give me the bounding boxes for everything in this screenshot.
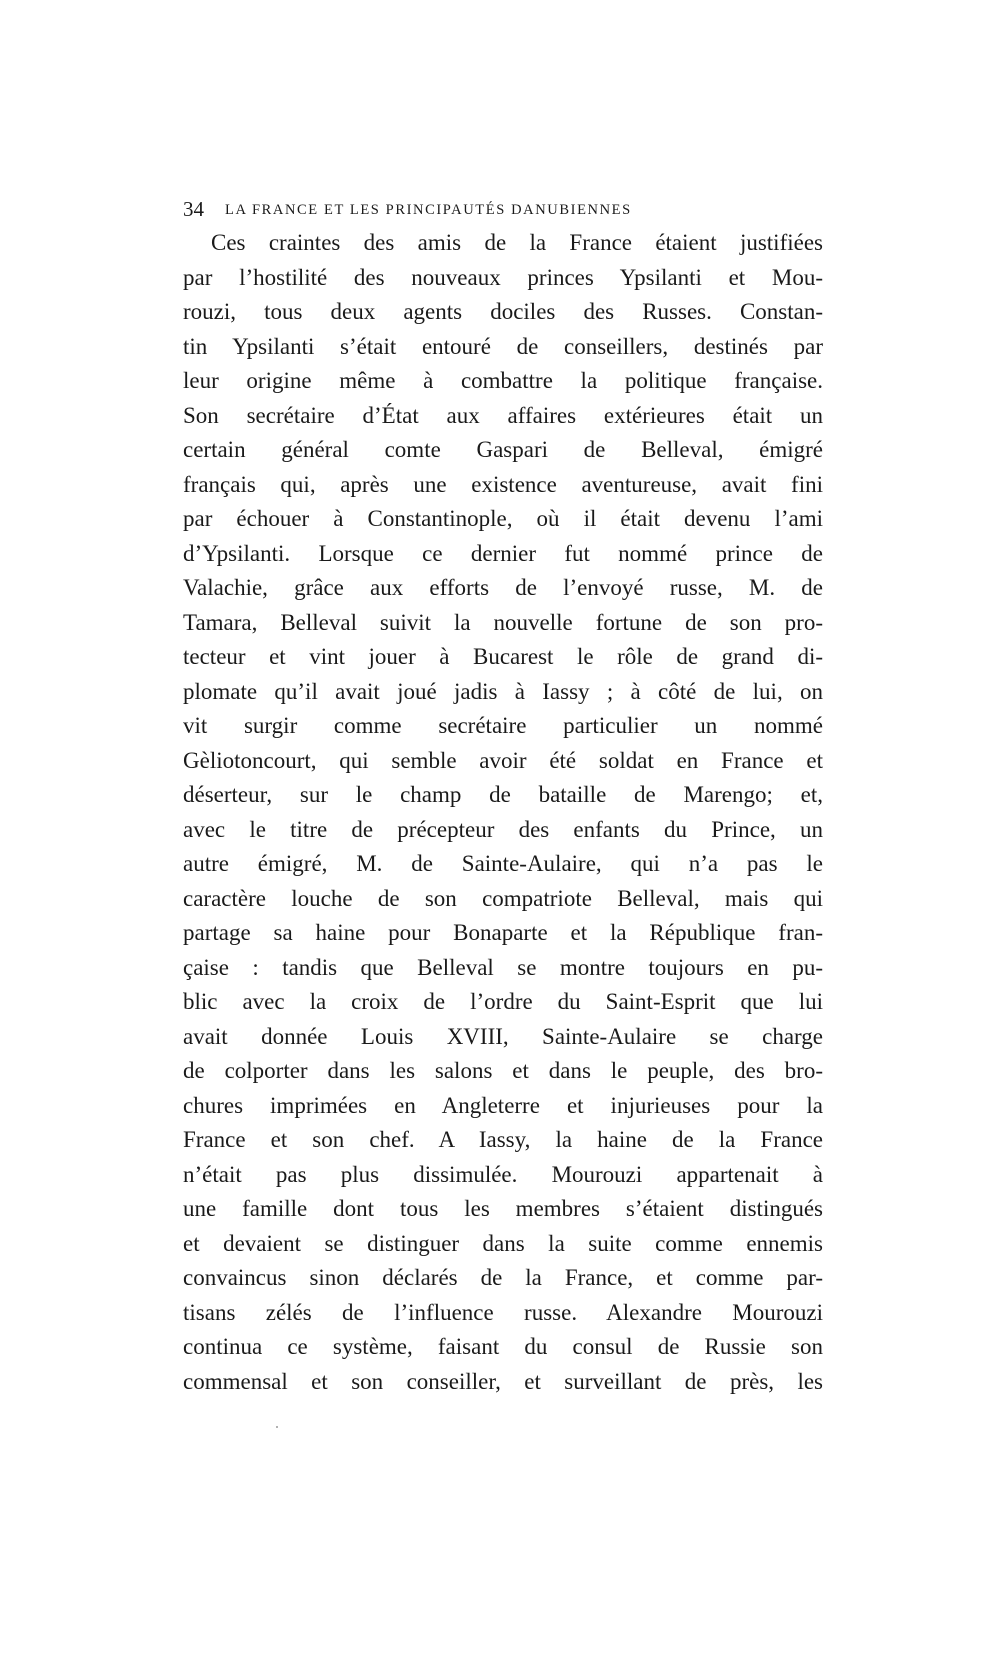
text-line: partage sa haine pour Bonaparte et la République fran- [183,920,823,945]
text-line: convaincus sinon déclarés de la France, et comme par- [183,1265,823,1290]
running-head [183,194,823,224]
text-line: France et son chef. A Iassy, la haine de la France [183,1127,823,1152]
text-line: chures imprimées en Angleterre et injurieuses pour la [183,1092,823,1118]
text-line: et devaient se distinguer dans la suite comme ennemis [183,1230,823,1256]
text-line: par l’hostilité des nouveaux princes Ypsilanti et Mou- [183,264,823,290]
text-line: une famille dont tous les membres s’étaient distingués [183,1196,823,1221]
text-line: tin Ypsilanti s’était entouré de conseillers, destinés par [183,333,823,359]
text-line: français qui, après une existence aventureuse, avait fini [183,471,823,497]
text-line: Gèliotoncourt, qui semble avoir été soldat en France et [183,747,823,773]
text-line: commensal et son conseiller, et surveillant de près, les [183,1368,823,1394]
text-line: plomate qu’il avait joué jadis à Iassy ; à côté de lui, on [183,678,823,704]
print-speck [276,1426,278,1428]
text-line: Ces craintes des amis de la France étaient justifiées [211,230,823,255]
text-line: continua ce système, faisant du consul de Russie son [183,1334,823,1359]
text-line: certain général comte Gaspari de Belleval, émigré [183,437,823,462]
text-line: avait donnée Louis XVIII, Sainte-Aulaire se charge [183,1023,823,1049]
text-line: déserteur, sur le champ de bataille de Marengo; et, [183,782,823,807]
text-line: blic avec la croix de l’ordre du Saint-Esprit que lui [183,989,823,1014]
text-line: vit surgir comme secrétaire particulier un nommé [183,713,823,738]
text-line: avec le titre de précepteur des enfants du Prince, un [183,816,823,842]
text-line: autre émigré, M. de Sainte-Aulaire, qui n’a pas le [183,851,823,876]
text-line: tisans zélés de l’influence russe. Alexandre Mourouzi [183,1299,823,1325]
running-title: LA FRANCE ET LES PRINCIPAUTÉS DANUBIENNES [225,202,632,218]
body-paragraph [183,226,823,1399]
text-line: n’était pas plus dissimulée. Mourouzi appartenait à [183,1161,823,1187]
page-number: 34 [183,197,204,221]
text-line: caractère louche de son compatriote Belleval, mais qui [183,885,823,911]
text-line: Tamara, Belleval suivit la nouvelle fortune de son pro- [183,609,823,635]
text-line: tecteur et vint jouer à Bucarest le rôle de grand di- [183,644,823,669]
text-line: d’Ypsilanti. Lorsque ce dernier fut nommé prince de [183,540,823,566]
text-line: çaise : tandis que Belleval se montre toujours en pu- [183,954,823,980]
text-line: Son secrétaire d’État aux affaires extérieures était un [183,402,823,428]
text-line: rouzi, tous deux agents dociles des Russes. Constan- [183,299,823,324]
text-line: de colporter dans les salons et dans le peuple, des bro- [183,1058,823,1083]
text-line: leur origine même à combattre la politique française. [183,368,823,393]
text-line: Valachie, grâce aux efforts de l’envoyé russe, M. de [183,575,823,600]
text-line: par échouer à Constantinople, où il était devenu l’ami [183,506,823,531]
